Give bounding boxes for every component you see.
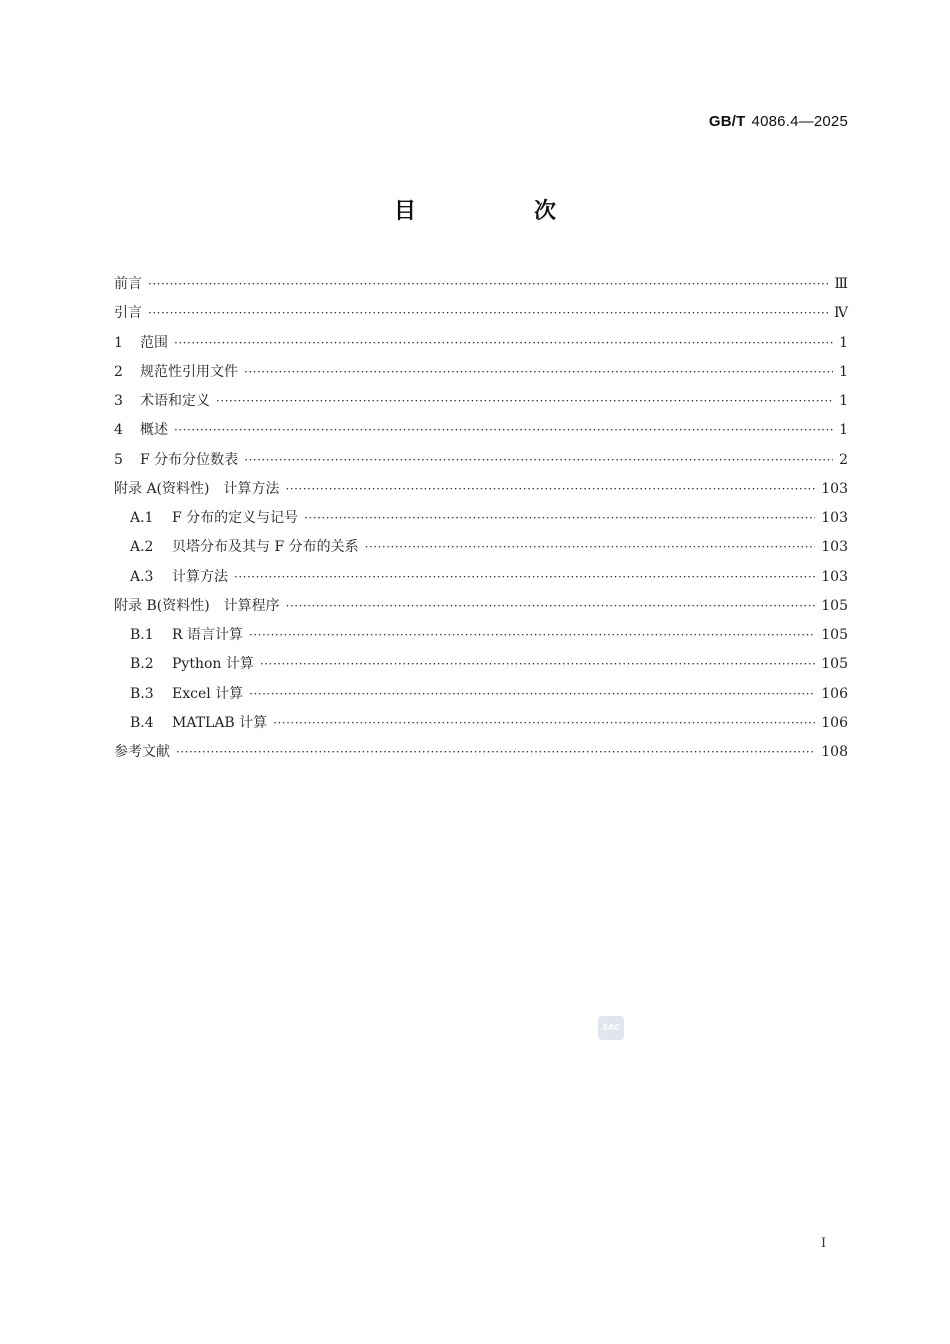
toc-entry-page: 2 (839, 451, 848, 468)
toc-entry-number: B.3 (130, 685, 154, 702)
dot-leader (176, 738, 815, 767)
toc-entry-scope[interactable] (114, 329, 848, 358)
dot-leader (249, 621, 815, 650)
standard-number: 4086.4—2025 (751, 113, 848, 130)
standard-code (709, 113, 848, 130)
toc-entry-b1[interactable] (114, 621, 848, 650)
page-number: I (821, 1236, 827, 1251)
toc-entry-title: 附录 A(资料性) 计算方法 (114, 480, 280, 497)
toc-entry-quantile-table[interactable] (114, 446, 848, 475)
toc-entry-page: 105 (821, 597, 848, 614)
dot-leader (365, 533, 816, 562)
toc-entry-title: MATLAB 计算 (172, 714, 268, 731)
toc-entry-title: 附录 B(资料性) 计算程序 (114, 597, 280, 614)
toc-entry-a3[interactable] (114, 563, 848, 592)
dot-leader (285, 475, 815, 504)
toc-entry-page: 108 (821, 744, 848, 760)
toc-entry-title: 前言 (114, 276, 142, 292)
dot-leader (286, 592, 816, 621)
toc-entry-page: 1 (839, 334, 848, 351)
toc-entry-title: 术语和定义 (140, 393, 210, 409)
toc-entry-title: 范围 (140, 334, 168, 351)
dot-leader (234, 563, 815, 592)
toc-entry-terms[interactable] (114, 387, 848, 416)
toc-entry-title: 概述 (140, 422, 168, 439)
toc-entry-number: A.2 (130, 539, 154, 556)
toc-entry-normative-references[interactable] (114, 358, 848, 387)
toc-entry-number: 2 (114, 363, 123, 380)
toc-entry-page: 106 (821, 714, 848, 731)
toc-entry-number: 1 (114, 334, 123, 351)
toc-entry-a2[interactable] (114, 533, 848, 562)
toc-entry-title: 规范性引用文件 (140, 363, 238, 380)
standard-prefix: GB/T (708, 113, 746, 130)
dot-leader (148, 270, 828, 299)
dot-leader (216, 387, 833, 416)
dot-leader (260, 650, 815, 679)
toc-entry-page: 105 (821, 656, 848, 673)
toc-entry-page: 103 (821, 480, 848, 497)
toc-entry-annex-b[interactable] (114, 592, 848, 621)
toc-entry-bibliography[interactable] (114, 738, 848, 767)
table-of-contents (114, 270, 848, 767)
dot-leader (174, 329, 833, 358)
sac-watermark-logo: SAC (598, 1016, 624, 1040)
toc-entry-title: 贝塔分布及其与 F 分布的关系 (172, 539, 359, 556)
toc-entry-title: 参考文献 (114, 744, 170, 760)
toc-entry-b3[interactable] (114, 680, 848, 709)
toc-entry-b2[interactable] (114, 650, 848, 679)
toc-entry-number: A.3 (130, 568, 154, 585)
toc-entry-number: 4 (114, 422, 123, 439)
toc-entry-number: A.1 (130, 510, 154, 526)
toc-entry-annex-a[interactable] (114, 475, 848, 504)
dot-leader (148, 299, 828, 328)
toc-entry-page: 1 (839, 363, 848, 380)
dot-leader (249, 680, 815, 709)
toc-entry-number: 3 (114, 393, 123, 409)
toc-entry-page: 105 (821, 627, 848, 643)
toc-entry-foreword[interactable] (114, 270, 848, 299)
toc-entry-page: 1 (839, 393, 848, 409)
toc-entry-title: Excel 计算 (172, 685, 244, 702)
toc-entry-title: F 分布的定义与记号 (172, 510, 299, 526)
toc-entry-b4[interactable] (114, 709, 848, 738)
toc-entry-a1[interactable] (114, 504, 848, 533)
toc-entry-page: 103 (821, 539, 848, 556)
toc-entry-page: Ⅲ (834, 276, 848, 292)
dot-leader (304, 504, 815, 533)
toc-entry-number: B.2 (130, 656, 154, 673)
toc-entry-introduction[interactable] (114, 299, 848, 328)
toc-entry-title: 计算方法 (172, 568, 228, 585)
toc-entry-page: Ⅳ (834, 305, 848, 322)
toc-title: 目 次 (393, 199, 604, 224)
dot-leader (174, 416, 833, 445)
toc-entry-page: 103 (821, 510, 848, 526)
toc-entry-title: 引言 (114, 305, 142, 322)
toc-entry-page: 106 (821, 685, 848, 702)
toc-entry-page: 103 (821, 568, 848, 585)
toc-entry-title: Python 计算 (172, 656, 254, 673)
dot-leader (244, 446, 833, 475)
toc-entry-title: R 语言计算 (172, 627, 243, 643)
toc-entry-number: B.4 (130, 714, 154, 731)
toc-entry-page: 1 (839, 422, 848, 439)
toc-entry-number: 5 (114, 451, 123, 468)
dot-leader (273, 709, 815, 738)
toc-entry-number: B.1 (130, 627, 154, 643)
toc-entry-overview[interactable] (114, 416, 848, 445)
toc-entry-title: F 分布分位数表 (140, 451, 239, 468)
dot-leader (244, 358, 833, 387)
